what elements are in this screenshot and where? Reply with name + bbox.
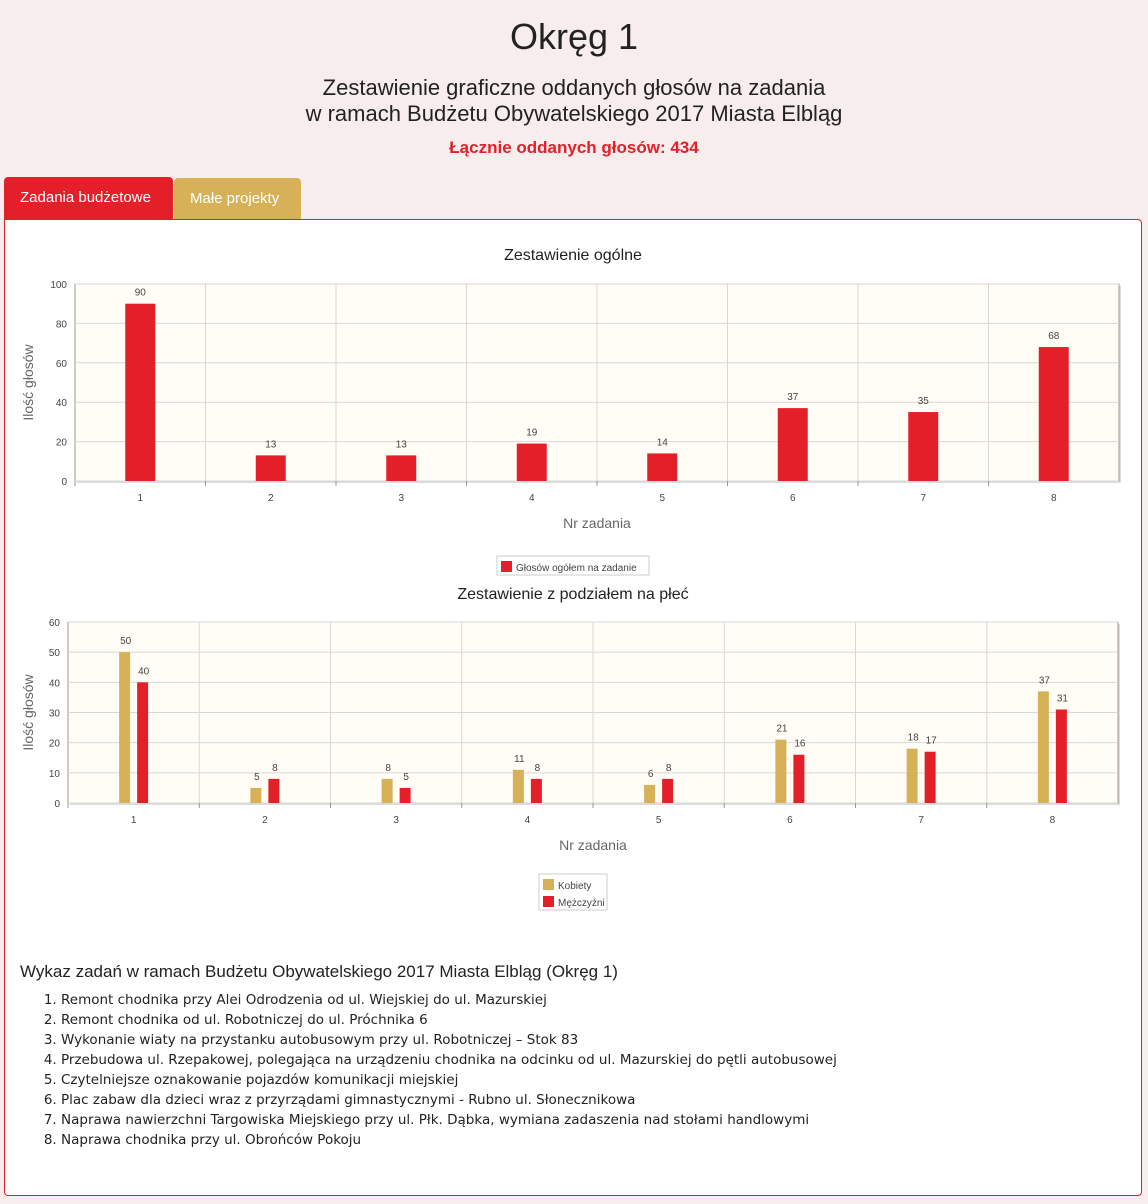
y-tick-label: 100	[50, 280, 67, 291]
legend-entry: Mężczyźni	[558, 898, 605, 909]
task-list-title: Wykaz zadań w ramach Budżetu Obywatelskiego 2017 Miasta Elbląg (Okręg 1)	[20, 962, 618, 981]
y-tick-label: 40	[48, 678, 60, 690]
legend	[539, 874, 607, 910]
bar	[125, 304, 155, 481]
data-label: 19	[526, 427, 538, 439]
bar	[908, 412, 938, 481]
y-tick-label: 30	[48, 708, 60, 720]
bar	[513, 770, 524, 803]
data-label: 31	[1056, 693, 1068, 705]
data-label: 68	[1048, 331, 1060, 343]
data-label: 14	[656, 437, 668, 449]
bar	[1039, 347, 1069, 481]
y-tick-label: 40	[55, 398, 67, 410]
legend-entry: Kobiety	[558, 881, 592, 892]
y-tick-label: 0	[61, 477, 67, 488]
x-tick-label: 3	[393, 815, 399, 826]
tab-zadania-budzetowe[interactable]: Zadania budżetowe	[4, 177, 173, 219]
subtitle-line-2: w ramach Budżetu Obywatelskiego 2017 Miasta Elbląg	[305, 101, 843, 126]
data-label: 13	[395, 439, 407, 451]
y-tick-label: 60	[48, 618, 60, 629]
page-subtitle	[0, 75, 1148, 127]
total-votes: Łącznie oddanych głosów: 434	[449, 138, 699, 157]
y-tick-label: 50	[48, 648, 60, 660]
data-label: 8	[665, 762, 672, 774]
data-label: 8	[385, 762, 391, 774]
bar	[644, 785, 655, 803]
data-label: 16	[794, 738, 806, 750]
list-item: 8. Naprawa chodnika przy ul. Obrońców Pokoju	[61, 1130, 837, 1150]
bar	[907, 749, 918, 803]
y-axis-label: Ilość głosów	[20, 674, 36, 751]
data-label: 37	[787, 392, 799, 404]
tab-male-projekty[interactable]: Małe projekty	[174, 178, 301, 219]
chart-by-gender	[5, 572, 1141, 912]
bar	[925, 752, 936, 803]
y-tick-label: 80	[55, 319, 67, 331]
data-label: 50	[120, 636, 132, 648]
data-label: 17	[925, 735, 937, 747]
x-tick-label: 2	[267, 493, 274, 504]
list-item: 1. Remont chodnika przy Alei Odrodzenia od ul. Wiejskiej do ul. Mazurskiej	[61, 990, 837, 1010]
data-label: 5	[403, 771, 409, 783]
subtitle-line-1: Zestawienie graficzne oddanych głosów na zadania	[322, 75, 826, 100]
x-tick-label: 6	[789, 493, 796, 504]
x-axis-label: Nr zadania	[559, 837, 627, 853]
x-tick-label: 1	[137, 493, 144, 504]
data-label: 90	[134, 287, 146, 299]
chart-title: Zestawienie z podziałem na płeć	[457, 586, 689, 603]
bar	[793, 755, 804, 803]
list-item: 4. Przebudowa ul. Rzepakowej, polegająca na urządzeniu chodnika na odcinku od ul. Mazurskiej do pętli autobusowej	[61, 1050, 837, 1070]
x-tick-label: 5	[659, 493, 666, 504]
data-label: 18	[907, 732, 919, 744]
x-tick-label: 7	[920, 493, 927, 504]
x-tick-label: 3	[398, 493, 405, 504]
x-tick-label: 2	[262, 815, 268, 826]
chart-overall	[5, 234, 1141, 584]
data-label: 6	[647, 768, 654, 780]
list-item: 7. Naprawa nawierzchni Targowiska Miejskiego przy ul. Płk. Dąbka, wymiana zadaszenia nad stołami handlowymi	[61, 1110, 837, 1130]
bar	[647, 453, 677, 481]
bar	[778, 408, 808, 481]
data-label: 8	[534, 762, 541, 774]
x-tick-label: 7	[918, 815, 924, 826]
bar	[531, 779, 542, 803]
data-label: 37	[1038, 675, 1050, 687]
y-tick-label: 20	[48, 738, 60, 750]
data-label: 5	[254, 771, 260, 783]
y-axis-label: Ilość głosów	[20, 344, 36, 421]
bar	[386, 455, 416, 481]
bar	[268, 779, 279, 803]
data-label: 40	[138, 666, 150, 678]
bar	[1038, 691, 1049, 803]
x-axis-label: Nr zadania	[563, 515, 631, 531]
bar	[382, 779, 393, 803]
chart-title: Zestawienie ogólne	[504, 247, 642, 264]
bar	[1056, 709, 1067, 803]
data-label: 8	[272, 762, 278, 774]
bar	[250, 788, 261, 803]
tab-panel	[4, 219, 1142, 1196]
x-tick-label: 4	[528, 493, 535, 504]
x-tick-label: 8	[1050, 493, 1057, 504]
list-item: 2. Remont chodnika od ul. Robotniczej do ul. Próchnika 6	[61, 1010, 837, 1030]
bar	[256, 455, 286, 481]
legend-swatch	[501, 561, 512, 572]
y-tick-label: 20	[55, 437, 67, 449]
y-tick-label: 0	[54, 799, 60, 810]
data-label: 11	[514, 753, 525, 765]
bar	[517, 444, 547, 481]
legend-swatch	[543, 896, 554, 907]
page-title: Okręg 1	[509, 16, 639, 57]
y-tick-label: 10	[48, 768, 60, 780]
x-tick-label: 1	[130, 815, 137, 826]
legend-entry: Głosów ogółem na zadanie	[516, 563, 637, 574]
x-tick-label: 8	[1049, 815, 1056, 826]
bar	[662, 779, 673, 803]
list-item: 3. Wykonanie wiaty na przystanku autobusowym przy ul. Robotniczej – Stok 83	[61, 1030, 837, 1050]
data-label: 13	[265, 439, 277, 451]
bar	[119, 652, 130, 803]
x-tick-label: 5	[655, 815, 662, 826]
x-tick-label: 4	[524, 815, 531, 826]
bar	[137, 682, 148, 803]
legend-swatch	[543, 879, 554, 890]
bar	[400, 788, 411, 803]
task-list	[21, 990, 837, 1150]
list-item: 6. Plac zabaw dla dzieci wraz z przyrządami gimnastycznymi - Rubno ul. Słonecznikowa	[61, 1090, 837, 1110]
data-label: 21	[776, 723, 788, 735]
list-item: 5. Czytelniejsze oznakowanie pojazdów komunikacji miejskiej	[61, 1070, 837, 1090]
data-label: 35	[917, 396, 929, 408]
x-tick-label: 6	[787, 815, 793, 826]
bar	[775, 740, 786, 803]
y-tick-label: 60	[55, 358, 67, 370]
